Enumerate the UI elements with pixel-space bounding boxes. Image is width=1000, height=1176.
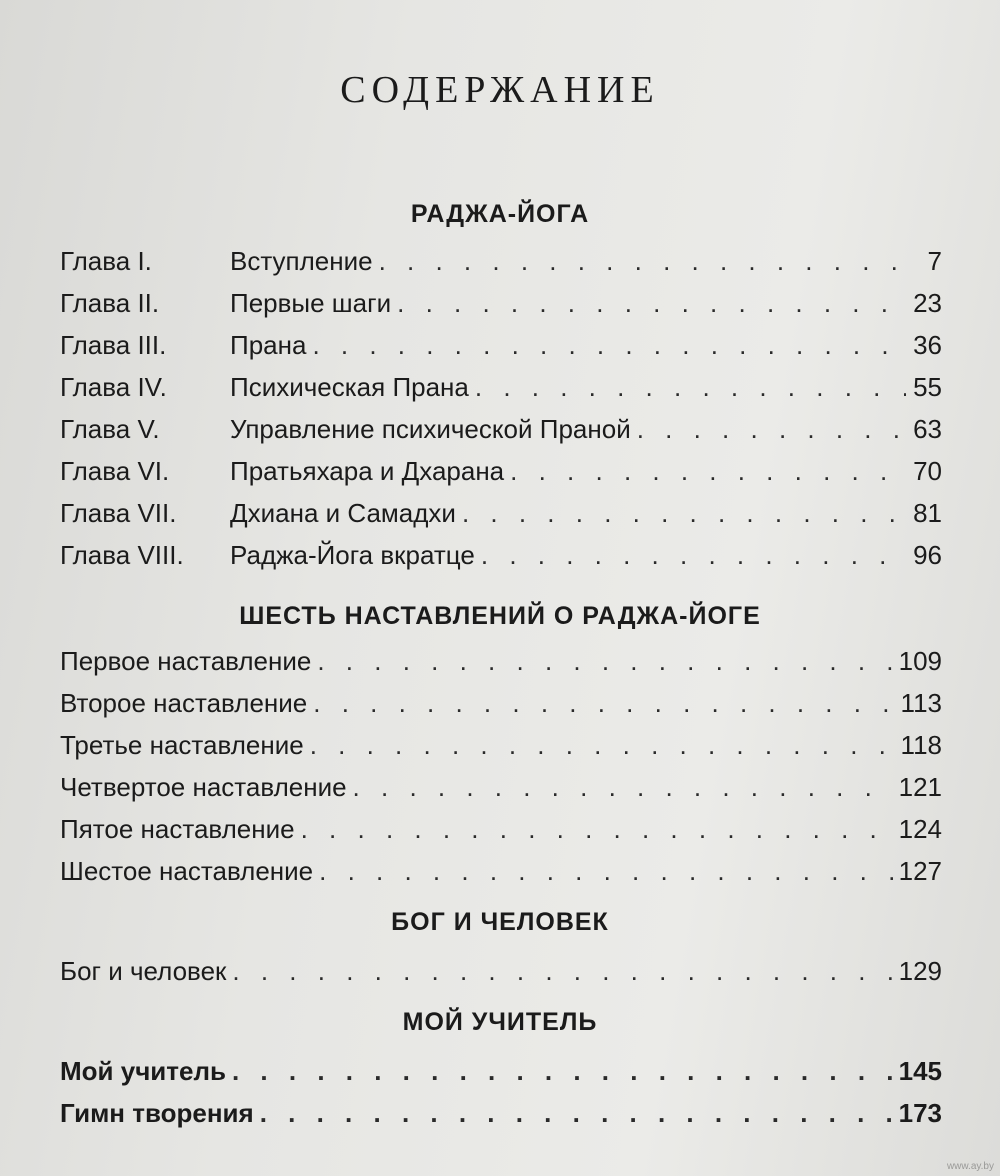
toc-entry — [60, 814, 942, 850]
toc-entry — [60, 956, 942, 992]
dot-leader — [317, 646, 892, 677]
dot-leader — [510, 456, 906, 487]
dot-leader — [301, 814, 893, 845]
dot-leader — [232, 956, 892, 987]
toc-entry — [60, 1056, 942, 1092]
entry-title: Первые шаги — [230, 288, 392, 318]
dot-leader — [353, 772, 893, 803]
toc-entry — [60, 330, 942, 366]
chapter-number: Глава IV. — [60, 372, 167, 402]
page-number: 36 — [913, 330, 942, 360]
entry-title: Третье наставление — [60, 730, 304, 760]
entry-title: Второе наставление — [60, 688, 308, 718]
watermark: www.ay.by — [946, 1161, 994, 1172]
toc-entry — [60, 772, 942, 808]
page-number: 109 — [898, 646, 942, 676]
entry-title: Раджа-Йога вкратце — [230, 540, 475, 570]
entry-title: Психическая Прана — [230, 372, 469, 402]
page-number: 96 — [913, 540, 942, 570]
dot-leader — [475, 372, 906, 403]
chapter-number: Глава II. — [60, 288, 160, 318]
page-number: 118 — [900, 730, 942, 760]
page-number: 129 — [898, 956, 942, 986]
page-number: 121 — [898, 772, 942, 802]
entry-title: Первое наставление — [60, 646, 312, 676]
dot-leader — [312, 330, 906, 361]
chapter-number: Глава VIII. — [60, 540, 184, 570]
chapter-number: Глава VII. — [60, 498, 177, 528]
chapter-number: Глава I. — [60, 246, 152, 276]
dot-leader — [310, 730, 895, 761]
toc-entry — [60, 646, 942, 682]
toc-entry — [60, 688, 942, 724]
dot-leader — [481, 540, 906, 571]
page-number: 70 — [913, 456, 942, 486]
dot-leader — [260, 1098, 893, 1129]
toc-entry — [60, 540, 942, 576]
entry-title: Вступление — [230, 246, 373, 276]
dot-leader — [319, 856, 892, 887]
chapter-number: Глава III. — [60, 330, 167, 360]
dot-leader — [462, 498, 906, 529]
toc-entry — [60, 414, 942, 450]
dot-leader — [379, 246, 906, 277]
page-number: 63 — [913, 414, 942, 444]
entry-title: Управление психической Праной — [230, 414, 631, 444]
toc-entry — [60, 246, 942, 282]
page-number: 113 — [900, 688, 942, 718]
dot-leader — [637, 414, 906, 445]
entry-title: Мой учитель — [60, 1056, 226, 1086]
entry-title: Четвертое наставление — [60, 772, 347, 802]
page-title: СОДЕРЖАНИЕ — [340, 69, 660, 111]
entry-title: Прана — [230, 330, 307, 360]
dot-leader — [313, 688, 894, 719]
page-number: 127 — [898, 856, 942, 886]
toc-entry — [60, 730, 942, 766]
page-number: 173 — [898, 1098, 942, 1128]
section-heading-six-instructions: ШЕСТЬ НАСТАВЛЕНИЙ О РАДЖА-ЙОГЕ — [239, 602, 761, 630]
chapter-number: Глава V. — [60, 414, 160, 444]
page-number: 124 — [898, 814, 942, 844]
page-number: 7 — [927, 246, 942, 276]
section-heading-raja-yoga: РАДЖА-ЙОГА — [410, 200, 590, 228]
page-number: 81 — [913, 498, 942, 528]
page-number: 145 — [898, 1056, 942, 1086]
toc-entry — [60, 288, 942, 324]
section-heading-god-and-man: БОГ И ЧЕЛОВЕК — [391, 908, 609, 936]
chapter-number: Глава VI. — [60, 456, 170, 486]
dot-leader — [232, 1056, 893, 1087]
toc-entry — [60, 372, 942, 408]
entry-title: Бог и человек — [60, 956, 227, 986]
toc-entry — [60, 1098, 942, 1134]
dot-leader — [397, 288, 906, 319]
toc-entry — [60, 456, 942, 492]
entry-title: Пятое наставление — [60, 814, 295, 844]
toc-entry — [60, 856, 942, 892]
toc-entry — [60, 498, 942, 534]
entry-title: Дхиана и Самадхи — [230, 498, 456, 528]
entry-title: Гимн творения — [60, 1098, 254, 1128]
section-heading-my-teacher: МОЙ УЧИТЕЛЬ — [402, 1008, 598, 1036]
entry-title: Шестое наставление — [60, 856, 314, 886]
entry-title: Пратьяхара и Дхарана — [230, 456, 505, 486]
page-number: 23 — [913, 288, 942, 318]
page-number: 55 — [913, 372, 942, 402]
